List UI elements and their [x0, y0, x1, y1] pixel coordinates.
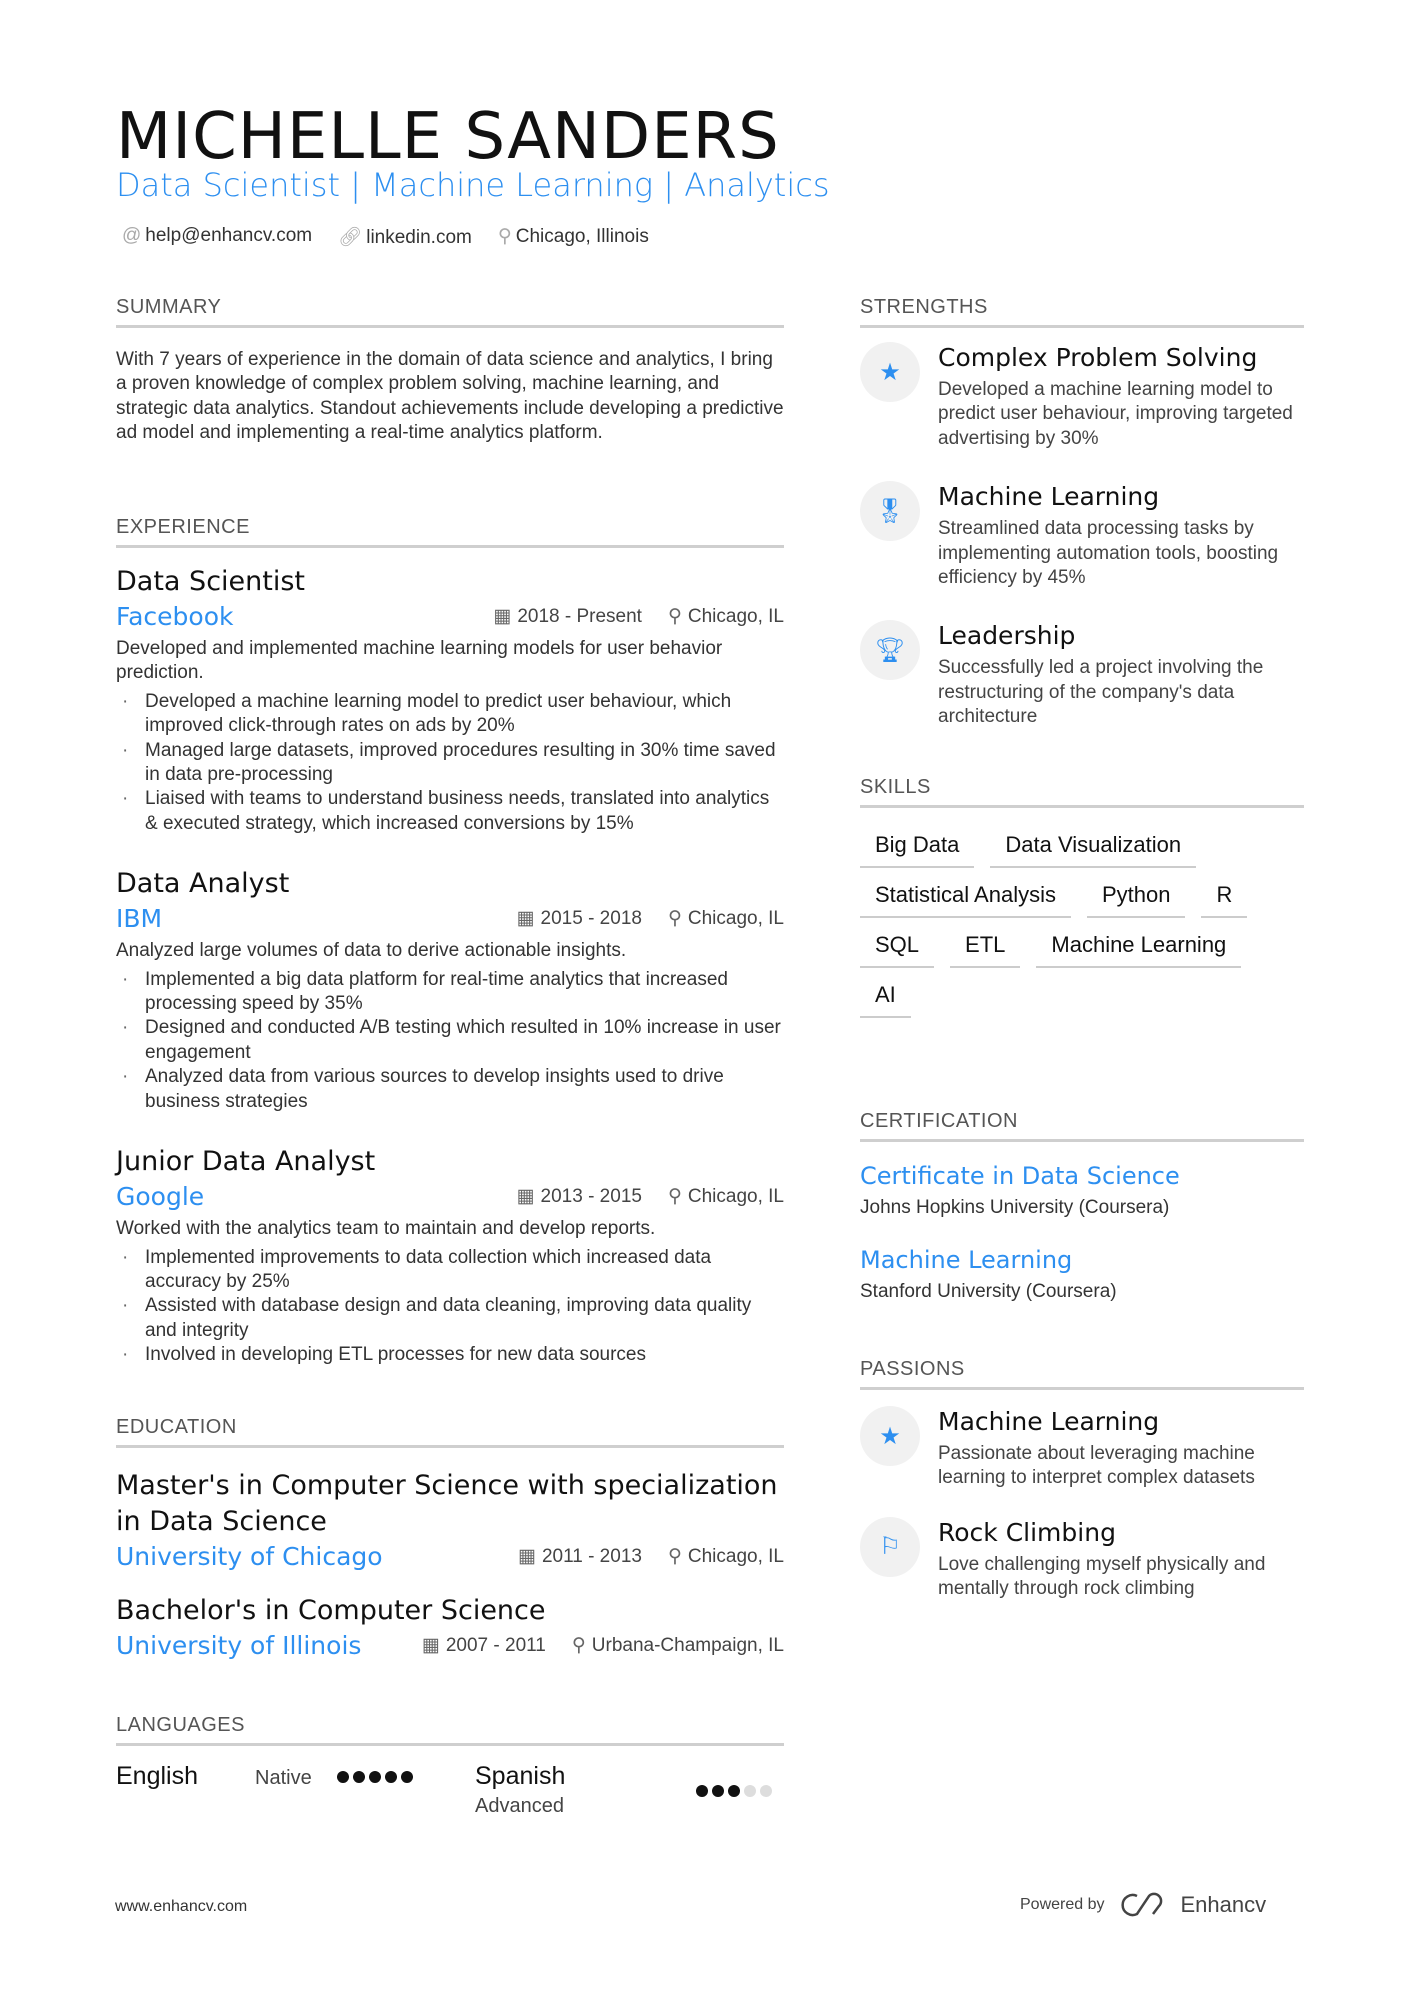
- section-heading: PASSIONS: [860, 1358, 1304, 1390]
- certification-item: [860, 1162, 1304, 1220]
- bullet-item: · Assisted with database design and data cleaning, improving data quality and integrity: [116, 1294, 784, 1343]
- item-title: Leadership: [938, 621, 1076, 651]
- star-icon: ★: [860, 1406, 920, 1466]
- experience-item: Junior Data Analyst Google ▦ 2013 - 2015 ⚲ Chicago, IL Worked with the analytics team to maintain and develop reports. · Implemented improvements to data collection which increased data accuracy by 25% · Assisted with database design and data cleaning, improving data quality and integrity · Involved in developing ETL processes for new data sources: [116, 1144, 784, 1367]
- degree: Bachelor's in Computer Science: [116, 1595, 546, 1626]
- bullet-item: · Involved in developing ETL processes for new data sources: [116, 1343, 784, 1367]
- skill-tag: Machine Learning: [1036, 932, 1241, 968]
- strengths-section: [860, 296, 1304, 328]
- rating-dot: [353, 1771, 365, 1783]
- job-title: Data Scientist: [116, 566, 305, 597]
- section-heading: LANGUAGES: [116, 1714, 784, 1746]
- rating-dots: [696, 1784, 776, 1802]
- calendar-icon: ▦: [517, 1546, 536, 1567]
- job-title: Data Analyst: [116, 868, 290, 900]
- item-title: Complex Problem Solving: [938, 343, 1258, 372]
- bullet-item: · Implemented a big data platform for real-time analytics that increased processing speed by 35%: [116, 968, 784, 1017]
- skills-list: [860, 832, 1304, 1018]
- school: University of Chicago: [116, 1542, 383, 1571]
- footer-branding: Powered by Enhancv: [1020, 1892, 1267, 1917]
- flag-icon: ⚐: [860, 1517, 920, 1577]
- languages-section: [116, 1714, 784, 1842]
- education-section: [116, 1416, 784, 1660]
- company: Facebook: [116, 602, 234, 631]
- at-icon: @: [122, 225, 142, 246]
- item-description: Passionate about leveraging machine learning to interpret complex datasets: [938, 1443, 1255, 1489]
- strengths-list: [860, 342, 1304, 760]
- bullet-item: · Designed and conducted A/B testing which resulted in 10% increase in user engagement: [116, 1016, 784, 1065]
- skill-tag: AI: [860, 982, 911, 1018]
- calendar-icon: ▦: [516, 908, 535, 930]
- experience-list: [116, 564, 784, 1368]
- star-icon: ★: [860, 342, 920, 402]
- item-description: Developed a machine learning model to predict user behaviour, improving targeted advertising by 30%: [938, 379, 1293, 449]
- section-heading: EDUCATION: [116, 1416, 784, 1448]
- award-ribbon-icon: 🎖︎: [860, 481, 920, 541]
- education-item: Bachelor's in Computer Science University of Illinois ▦ 2007 - 2011 ⚲ Urbana-Champaign, IL: [116, 1595, 784, 1660]
- section-heading: SUMMARY: [116, 296, 784, 328]
- passions-list: [860, 1406, 1304, 1628]
- bullet-list: [116, 968, 784, 1114]
- certification-issuer: Stanford University (Coursera): [860, 1281, 1117, 1303]
- degree: Master's in Computer Science with specialization in Data Science: [116, 1470, 778, 1537]
- summary-section: [116, 296, 784, 446]
- rating-dot: [385, 1771, 397, 1783]
- skill-tag: Data Visualization: [990, 832, 1196, 868]
- strength-item: [860, 342, 1304, 451]
- location-pin-icon: ⚲: [497, 226, 512, 247]
- candidate-title: Data Scientist | Machine Learning | Analytics: [116, 166, 830, 204]
- item-title: Rock Climbing: [938, 1517, 1116, 1547]
- skills-section: [860, 776, 1304, 1018]
- certification-section: [860, 1110, 1304, 1305]
- link-icon: 🔗︎: [338, 227, 363, 248]
- contact-list: [122, 225, 649, 249]
- skill-tag: Big Data: [860, 832, 974, 868]
- item-description: Successfully led a project involving the restructuring of the company's data architecture: [938, 657, 1264, 728]
- rating-dots: [337, 1770, 417, 1788]
- job-description: Analyzed large volumes of data to derive actionable insights.: [116, 940, 627, 962]
- experience-section: [116, 516, 784, 548]
- footer-website[interactable]: www.enhancv.com: [115, 1898, 248, 1915]
- passion-item: [860, 1406, 1304, 1491]
- job-title: Junior Data Analyst: [116, 1146, 376, 1178]
- rating-dot: [401, 1771, 413, 1783]
- candidate-name: MICHELLE SANDERS: [116, 100, 780, 174]
- bullet-list: [116, 690, 784, 836]
- trophy-icon: 🏆︎: [860, 620, 920, 680]
- skill-tag: SQL: [860, 932, 934, 968]
- certification-issuer: Johns Hopkins University (Coursera): [860, 1197, 1170, 1218]
- language-level: Native: [255, 1767, 312, 1789]
- contact-email[interactable]: @ help@enhancv.com: [122, 225, 313, 246]
- bullet-item: · Developed a machine learning model to predict user behaviour, which improved click-through rates on ads by 20%: [116, 690, 784, 739]
- company: IBM: [116, 904, 163, 934]
- rating-dot: [337, 1771, 349, 1783]
- skill-tag: Python: [1087, 882, 1186, 918]
- rating-dot: [696, 1785, 708, 1797]
- bullet-item: · Analyzed data from various sources to develop insights used to drive business strategies: [116, 1065, 784, 1114]
- passions-section: [860, 1358, 1304, 1390]
- certification-title: Certificate in Data Science: [860, 1162, 1180, 1190]
- item-description: Streamlined data processing tasks by implementing automation tools, boosting efficiency by 45%: [938, 518, 1279, 589]
- location-pin-icon: ⚲: [667, 908, 682, 930]
- skill-tag: Statistical Analysis: [860, 882, 1071, 918]
- item-description: Love challenging myself physically and mentally through rock climbing: [938, 1553, 1266, 1600]
- skill-tag: R: [1201, 882, 1247, 918]
- rating-dot: [728, 1785, 740, 1797]
- location-pin-icon: ⚲: [667, 606, 682, 627]
- bullet-item: · Managed large datasets, improved procedures resulting in 30% time saved in data pre-processing: [116, 739, 784, 788]
- calendar-icon: ▦: [421, 1635, 440, 1656]
- skill-tag: ETL: [950, 932, 1020, 968]
- location-pin-icon: ⚲: [667, 1546, 682, 1567]
- rating-dot: [369, 1771, 381, 1783]
- strength-item: [860, 620, 1304, 729]
- job-description: Developed and implemented machine learning models for user behavior prediction.: [116, 638, 723, 684]
- certification-item: [860, 1246, 1304, 1304]
- item-title: Machine Learning: [938, 1407, 1160, 1436]
- experience-item: Data Analyst IBM ▦ 2015 - 2018 ⚲ Chicago, IL Analyzed large volumes of data to derive actionable insights. · Implemented a big data platform for real-time analytics that increased processing speed by 35% · Designed and conducted A/B testing which resulted in 10% increase in user engagement · Analyzed data from various sources to develop insights used to drive business strategies: [116, 866, 784, 1114]
- strength-item: [860, 481, 1304, 590]
- language-name: Spanish: [475, 1762, 566, 1790]
- rating-dot: [760, 1785, 772, 1797]
- section-heading: SKILLS: [860, 776, 1304, 808]
- rating-dot: [744, 1785, 756, 1797]
- calendar-icon: ▦: [516, 1186, 535, 1208]
- item-title: Machine Learning: [938, 482, 1160, 512]
- section-heading: EXPERIENCE: [116, 516, 784, 548]
- location-pin-icon: ⚲: [571, 1635, 586, 1656]
- bullet-item: · Liaised with teams to understand business needs, translated into analytics & executed strategy, which increased conversions by 15%: [116, 787, 784, 836]
- location-pin-icon: ⚲: [667, 1186, 682, 1208]
- contact-location: ⚲ Chicago, Illinois: [497, 226, 649, 247]
- calendar-icon: ▦: [493, 606, 512, 627]
- passion-item: [860, 1517, 1304, 1602]
- job-description: Worked with the analytics team to maintain and develop reports.: [116, 1218, 656, 1240]
- bullet-item: · Implemented improvements to data collection which increased data accuracy by 25%: [116, 1246, 784, 1295]
- school: University of Illinois: [116, 1631, 362, 1660]
- bullet-list: [116, 1246, 784, 1368]
- certification-title: Machine Learning: [860, 1246, 1073, 1275]
- section-heading: STRENGTHS: [860, 296, 1304, 328]
- education-item: Master's in Computer Science with specialization in Data Science University of Chicago ▦ 2011 - 2013 ⚲ Chicago, IL: [116, 1470, 784, 1571]
- language-name: English: [116, 1762, 198, 1790]
- enhancv-logo-icon: [1119, 1892, 1167, 1918]
- experience-item: Data Scientist Facebook ▦ 2018 - Present ⚲ Chicago, IL Developed and implemented machine learning models for user behavior prediction. · Developed a machine learning model to predict user behaviour, which improved click-through rates on ads by 20% · Managed large datasets, improved procedures resulting in 30% time saved in data pre-processing · Liaised with teams to understand business needs, translated into analytics & executed strategy, which increased conversions by 15%: [116, 564, 784, 836]
- language-level: Advanced: [475, 1795, 564, 1817]
- rating-dot: [712, 1785, 724, 1797]
- summary-text: With 7 years of experience in the domain of data science and analytics, I bring a proven knowledge of complex problem solving, machine learning, and strategic data analytics. Standout achievements include developing a predictive ad model and implementing a real-time analytics platform.: [116, 349, 784, 444]
- contact-linkedin[interactable]: 🔗︎ linkedin.com: [338, 227, 472, 248]
- company: Google: [116, 1182, 205, 1212]
- section-heading: CERTIFICATION: [860, 1110, 1304, 1142]
